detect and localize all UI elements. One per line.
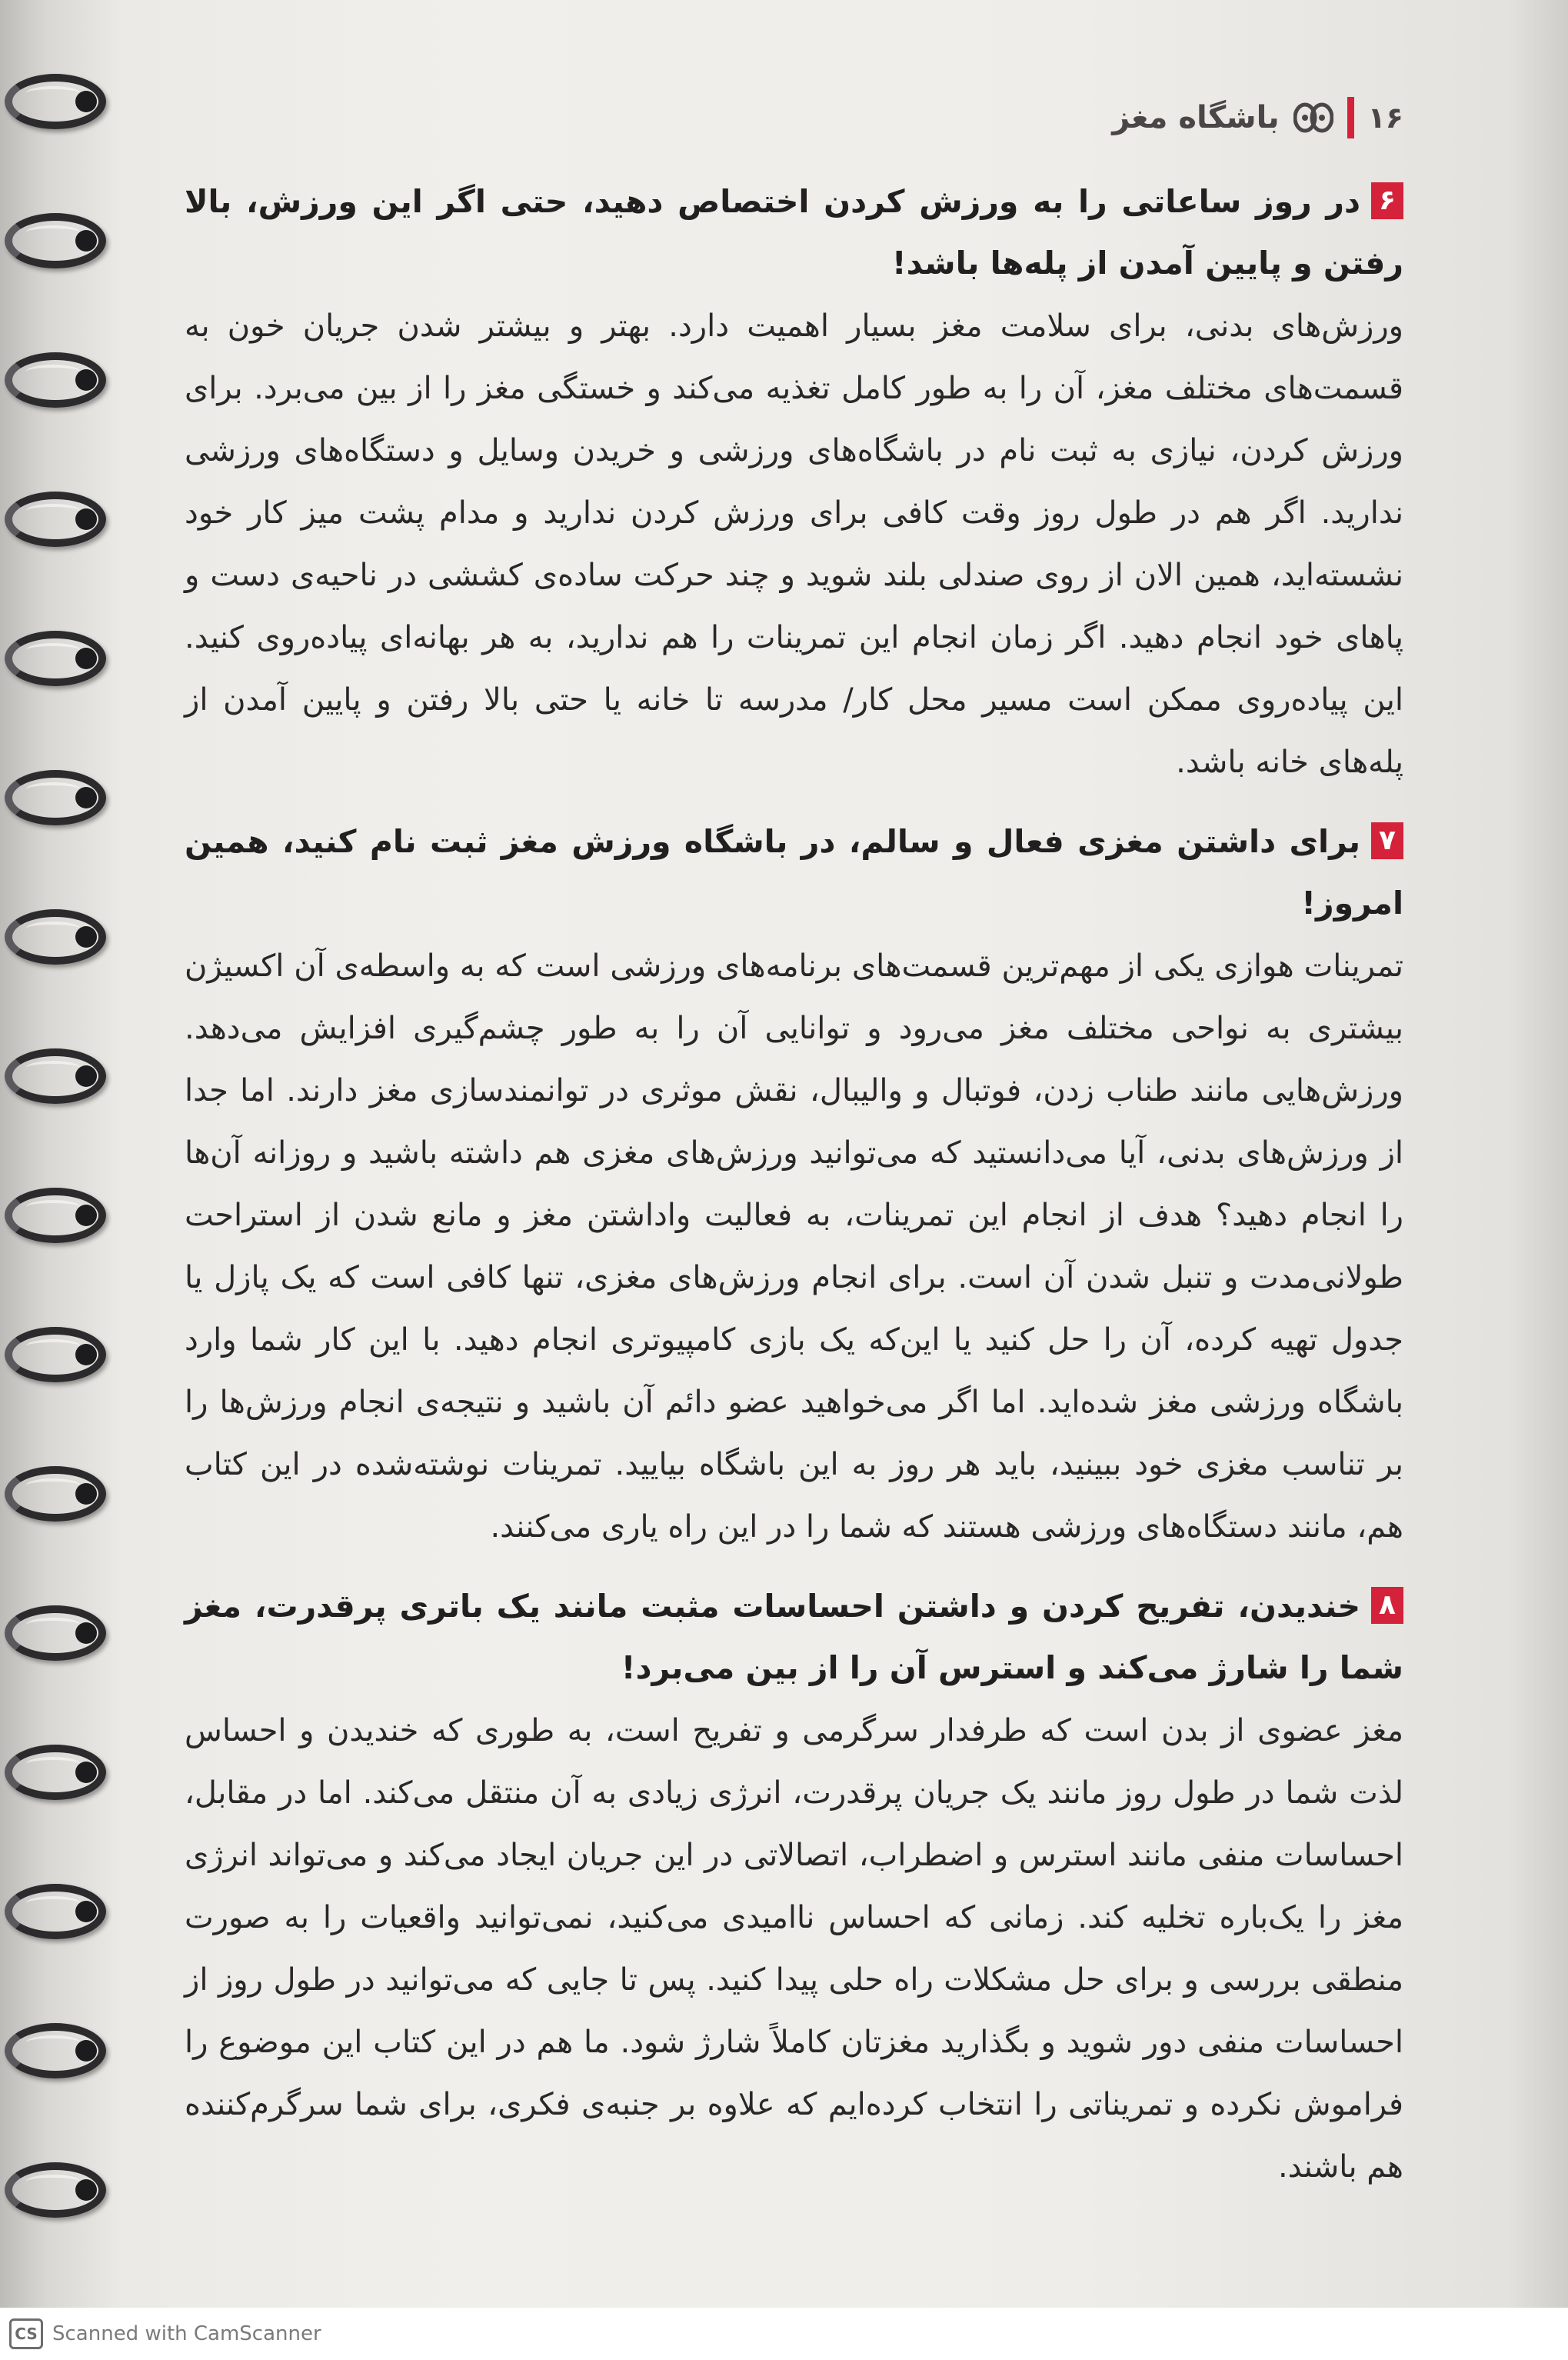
section-heading-text: خندیدن، تفریح کردن و داشتن احساسات مثبت مانند یک باتری پرقدرت، مغز شما را شارژ می‌کند و استرس آن را از بین می‌برد! bbox=[185, 1588, 1403, 1686]
spiral-ring bbox=[5, 352, 106, 408]
page-header bbox=[1112, 97, 1403, 138]
scanner-label: Scanned with CamScanner bbox=[52, 2322, 321, 2345]
spiral-ring bbox=[5, 213, 106, 268]
spiral-ring bbox=[5, 1188, 106, 1243]
spiral-ring bbox=[5, 74, 106, 129]
brain-icon bbox=[1293, 102, 1333, 134]
book-title: باشگاه مغز bbox=[1112, 100, 1280, 135]
page-content bbox=[185, 171, 1403, 2198]
spiral-ring bbox=[5, 631, 106, 686]
section-number-badge: ۷ bbox=[1371, 822, 1403, 859]
section-heading-text: برای داشتن مغزی فعال و سالم، در باشگاه ورزش مغز ثبت نام کنید، همین امروز! bbox=[185, 823, 1403, 922]
section-heading bbox=[185, 811, 1403, 934]
camscanner-logo: CS bbox=[9, 2318, 43, 2349]
section-number-badge: ۶ bbox=[1371, 182, 1403, 219]
spiral-binding bbox=[0, 0, 138, 2308]
section-heading-text: در روز ساعاتی را به ورزش کردن اختصاص دهید، حتی اگر این ورزش، بالا رفتن و پایین آمدن از پله‌ها باشد! bbox=[185, 183, 1403, 282]
spiral-ring bbox=[5, 1048, 106, 1104]
spiral-ring bbox=[5, 1327, 106, 1382]
spiral-ring bbox=[5, 909, 106, 965]
header-divider bbox=[1347, 97, 1354, 138]
spiral-ring bbox=[5, 1884, 106, 1939]
section-heading bbox=[185, 1575, 1403, 1698]
spiral-ring bbox=[5, 770, 106, 825]
section-body: ورزش‌های بدنی، برای سلامت مغز بسیار اهمیت دارد. بهتر و بیشتر شدن جریان خون به قسمت‌های مختلف مغز، آن را به طور کامل تغذیه می‌کند و خستگی مغز را از بین می‌برد. برای ورزش کردن، نیازی به ثبت نام در باشگاه‌های ورزشی و خریدن وسایل و دستگاه‌های ورزشی ندارید. اگر هم در طول روز وقت کافی برای ورزش کردن ندارید و مدام پشت میز کار خود نشسته‌اید، همین الان از روی صندلی بلند شوید و چند حرکت ساده‌ی کششی در ناحیه‌ی دست و پاهای خود انجام دهید. اگر زمان انجام این تمرینات را هم ندارید، به هر بهانه‌ای پیاده‌روی کنید. این پیاده‌روی ممکن است مسیر محل کار/ مدرسه تا خانه یا حتی بالا رفتن و پایین آمدن از پله‌های خانه باشد. bbox=[185, 308, 1403, 780]
spiral-ring bbox=[5, 2162, 106, 2218]
section-heading bbox=[185, 171, 1403, 294]
spiral-ring bbox=[5, 492, 106, 547]
section-body: تمرینات هوازی یکی از مهم‌ترین قسمت‌های برنامه‌های ورزشی است که به واسطه‌ی آن اکسیژن بیشتری به نواحی مختلف مغز می‌رود و توانایی آن را به طور چشم‌گیری افزایش می‌دهد. ورزش‌هایی مانند طناب زدن، فوتبال و والیبال، نقش موثری در توانمندسازی مغز دارند. اما جدا از ورزش‌های بدنی، آیا می‌دانستید که می‌توانید ورزش‌های مغزی هم داشته باشید و روزانه آن‌ها را انجام دهید؟ هدف از انجام این تمرینات، به فعالیت واداشتن مغز و مانع شدن از استراحت طولانی‌مدت و تنبل شدن آن است. برای انجام ورزش‌های مغزی، تنها کافی است که یک پازل یا جدول تهیه کرده، آن را حل کنید یا این‌که یک بازی کامپیوتری انجام دهید. با این کار شما وارد باشگاه ورزشی مغز شده‌اید. اما اگر می‌خواهید عضو دائم آن باشید و نتیجه‌ی انجام ورزش‌ها را بر تناسب مغزی خود ببینید، باید هر روز به این باشگاه بیایید. تمرینات نوشته‌شده در این کتاب هم، مانند دستگاه‌های ورزشی هستند که شما را در این راه یاری می‌کنند. bbox=[185, 948, 1403, 1545]
page-number: ۱۶ bbox=[1367, 101, 1403, 135]
section-number-badge: ۸ bbox=[1371, 1587, 1403, 1624]
spiral-ring bbox=[5, 1605, 106, 1661]
scanner-watermark bbox=[0, 2308, 1568, 2360]
spiral-ring bbox=[5, 1466, 106, 1522]
spiral-ring bbox=[5, 1745, 106, 1800]
spiral-ring bbox=[5, 2023, 106, 2078]
section-body: مغز عضوی از بدن است که طرفدار سرگرمی و تفریح است، به طوری که خندیدن و احساس لذت شما در طول روز مانند یک جریان پرقدرت، انرژی زیادی به آن منتقل می‌کند. اما در مقابل، احساسات منفی مانند استرس و اضطراب، اتصالاتی در این جریان ایجاد می‌کند و می‌تواند انرژی مغز را یک‌باره تخلیه کند. زمانی که احساس ناامیدی می‌کنید، نمی‌توانید واقعیات را به صورت منطقی بررسی و برای حل مشکلات راه حلی پیدا کنید. پس تا جایی که می‌توانید در طول روز از احساسات منفی دور شوید و بگذارید مغزتان کاملاً شارژ شود. ما هم در این کتاب این موضوع را فراموش نکرده و تمریناتی را انتخاب کرده‌ایم که علاوه بر جنبه‌ی فکری، برای شما سرگرم‌کننده هم باشند. bbox=[185, 1713, 1403, 2185]
